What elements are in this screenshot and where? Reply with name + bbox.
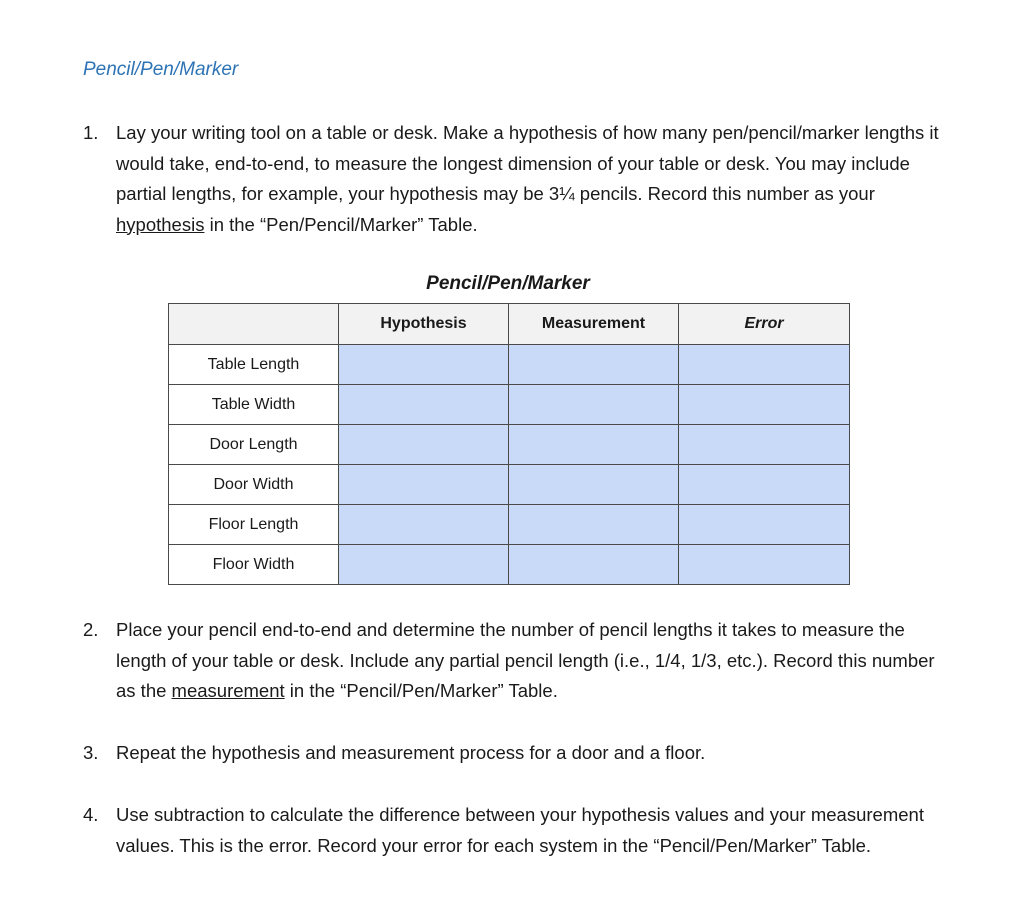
step-text: Repeat the hypothesis and measurement process for a door and a floor.: [116, 742, 706, 763]
measurement-cell[interactable]: [509, 545, 679, 585]
row-label: Floor Length: [169, 505, 339, 545]
step-text: Use subtraction to calculate the difference between your hypothesis values and your measurement values. This is the error. Record your error for each system in the “Pencil/Pen/Marker” Table.: [116, 804, 924, 856]
hypothesis-cell[interactable]: [339, 545, 509, 585]
step-1: [83, 118, 943, 240]
hypothesis-cell[interactable]: [339, 425, 509, 465]
error-cell[interactable]: [679, 345, 850, 385]
step-number: 2.: [83, 619, 99, 640]
step-text: Place your pencil end-to-end and determine the number of pencil lengths it takes to measure the length of your table or desk. Include any partial pencil length (i.e., 1/4, 1/3, etc.). Record this number as the measurement in the “Pencil/Pen/Marker” Table.: [116, 619, 935, 701]
hypothesis-cell[interactable]: [339, 465, 509, 505]
step-4: [83, 800, 943, 861]
header-error: Error: [679, 304, 850, 345]
step-3: [83, 738, 943, 769]
hypothesis-cell[interactable]: [339, 385, 509, 425]
step-number: 4.: [83, 804, 99, 825]
hypothesis-cell[interactable]: [339, 345, 509, 385]
row-label: Floor Width: [169, 545, 339, 585]
step-number: 1.: [83, 122, 99, 143]
error-cell[interactable]: [679, 465, 850, 505]
error-cell[interactable]: [679, 425, 850, 465]
pencil-pen-marker-table: [168, 303, 850, 585]
step-2: [83, 615, 943, 707]
row-label: Door Length: [169, 425, 339, 465]
table-title: Pencil/Pen/Marker: [426, 273, 590, 294]
measurement-cell[interactable]: [509, 345, 679, 385]
table-row: [169, 345, 850, 385]
row-label: Table Length: [169, 345, 339, 385]
measurement-cell[interactable]: [509, 385, 679, 425]
error-cell[interactable]: [679, 505, 850, 545]
hypothesis-cell[interactable]: [339, 505, 509, 545]
measurement-cell[interactable]: [509, 465, 679, 505]
table-row: [169, 425, 850, 465]
error-cell[interactable]: [679, 545, 850, 585]
error-cell[interactable]: [679, 385, 850, 425]
table-row: [169, 465, 850, 505]
row-label: Table Width: [169, 385, 339, 425]
step-text: Lay your writing tool on a table or desk. Make a hypothesis of how many pen/pencil/marker lengths it would take, end-to-end, to measure the longest dimension of your table or desk. You may include partial lengths, for example, your hypothesis may be 3¼ pencils. Record this number as your hypothesis in the “Pen/Pencil/Marker” Table.: [116, 122, 939, 235]
table-header-row: [169, 304, 850, 345]
measurement-cell[interactable]: [509, 425, 679, 465]
measurement-term: measurement: [171, 680, 285, 701]
measurement-cell[interactable]: [509, 505, 679, 545]
table-row: [169, 505, 850, 545]
header-blank: [169, 304, 339, 345]
row-label: Door Width: [169, 465, 339, 505]
step-number: 3.: [83, 742, 99, 763]
header-hypothesis: Hypothesis: [339, 304, 509, 345]
table-row: [169, 545, 850, 585]
table-row: [169, 385, 850, 425]
hypothesis-term: hypothesis: [116, 213, 205, 235]
page-heading: Pencil/Pen/Marker: [83, 59, 239, 80]
header-measurement: Measurement: [509, 304, 679, 345]
